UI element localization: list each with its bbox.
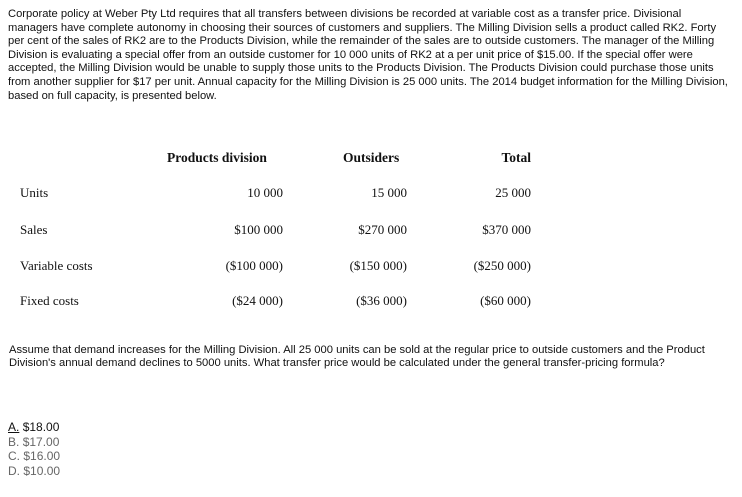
sales-total: $370 000 xyxy=(482,222,531,237)
option-text: $17.00 xyxy=(22,434,60,449)
question xyxy=(9,344,733,371)
variable-costs-products: ($100 000) xyxy=(225,258,283,273)
fixed-costs-total: ($60 000) xyxy=(480,293,531,308)
fixed-costs-outsiders: ($36 000) xyxy=(356,293,407,308)
option-letter: B. xyxy=(8,434,20,449)
problem-text: Corporate policy at Weber Pty Ltd requires that all transfers between divisions be recorded at variable cost as a transfer price. Divisional managers have complete autonomy in choosing their sources of customers and suppliers. The Milling Division sells a product called RK2. Forty per cent of the sales of RK2 are to the Products Division, while the remainder of the sales are to outside customers. The manager of the Milling Division is evaluating a special offer from an outside customer for 10 000 units of RK2 at a per unit price of $15.00. If the special offer were accepted, the Milling Division would be unable to supply those units to the Products Division. The Products Division could purchase those units from another supplier for $17 per unit. Annual capacity for the Milling Division is 25 000 units. The 2014 budget information for the Milling Division, based on full capacity, is presented below. xyxy=(8,8,728,102)
option-c[interactable] xyxy=(8,449,60,464)
sales-products: $100 000 xyxy=(234,222,283,237)
sales-outsiders: $270 000 xyxy=(358,222,407,237)
option-text: $18.00 xyxy=(22,420,60,434)
fixed-costs-products: ($24 000) xyxy=(232,293,283,308)
row-label-sales: Sales xyxy=(20,222,48,237)
variable-costs-total: ($250 000) xyxy=(473,258,531,273)
option-text: $16.00 xyxy=(23,449,61,464)
option-letter: C. xyxy=(8,449,20,464)
question-text: Assume that demand increases for the Milling Division. All 25 000 units can be sold at the regular price to outside customers and the Product Division's annual demand declines to 5000 units. What transfer price would be calculated under the general transfer-pricing formula? xyxy=(9,344,705,370)
option-a[interactable] xyxy=(8,420,60,435)
row-label-fixed-costs: Fixed costs xyxy=(20,293,79,308)
col-header-outsiders: Outsiders xyxy=(343,150,400,165)
col-header-total: Total xyxy=(501,150,531,165)
row-label-variable-costs: Variable costs xyxy=(20,258,93,273)
row-label-units: Units xyxy=(20,185,49,200)
option-d[interactable] xyxy=(8,464,60,479)
option-text: $10.00 xyxy=(23,463,61,478)
option-letter: A. xyxy=(8,420,20,434)
units-total: 25 000 xyxy=(495,185,531,200)
variable-costs-outsiders: ($150 000) xyxy=(349,258,407,273)
answer-options xyxy=(8,420,60,478)
option-letter: D. xyxy=(8,463,20,478)
col-header-products-division: Products division xyxy=(167,150,267,165)
units-outsiders: 15 000 xyxy=(371,185,407,200)
option-b[interactable] xyxy=(8,435,60,450)
units-products: 10 000 xyxy=(247,185,283,200)
